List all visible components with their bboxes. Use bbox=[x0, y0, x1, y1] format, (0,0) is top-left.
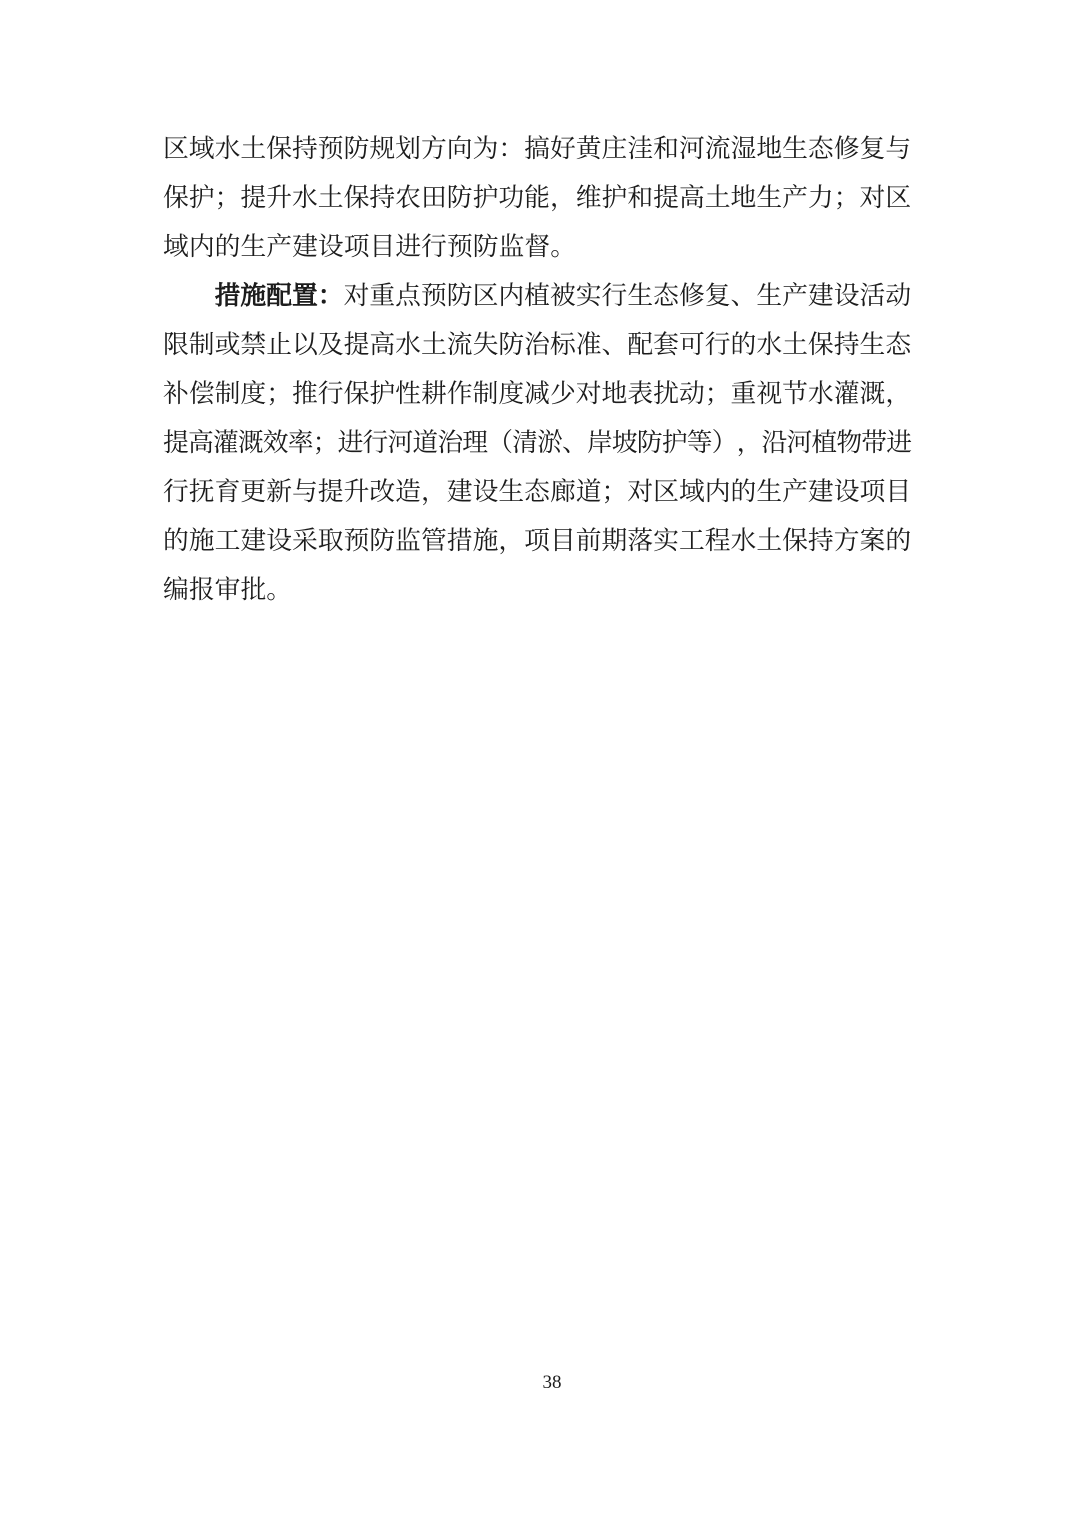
body-text bbox=[163, 122, 911, 612]
text-line: 保 护 ； 提 升 水 土 保 持 农 田 防 护 功 能 ， 维 护 和 提 高 土 地 生 产 力 ； 对 区 bbox=[163, 183, 912, 212]
text-line: 补 偿 制 度 ； 推 行 保 护 性 耕 作 制 度 减 少 对 地 表 扰 动 ； 重 视 节 水 灌 溉 ， bbox=[163, 379, 912, 408]
page-number: 38 bbox=[542, 1372, 562, 1393]
text-line: 行 抚 育 更 新 与 提 升 改 造 ， 建 设 生 态 廊 道 ； 对 区 域 内 的 生 产 建 设 项 目 bbox=[163, 477, 912, 506]
text-line: 编 报 审 批 。 bbox=[163, 575, 293, 604]
text-line: 的 施 工 建 设 采 取 预 防 监 管 措 施 ， 项 目 前 期 落 实 工 程 水 土 保 持 方 案 的 bbox=[163, 526, 912, 555]
text-line: 措 施 配 置 ： 对 重 点 预 防 区 内 植 被 实 行 生 态 修 复 、 生 产 建 设 活 动 bbox=[214, 281, 912, 310]
text-line: 提 高 灌 溉 效 率 ； 进 行 河 道 治 理 （ 清 淤 、 岸 坡 防 护 等 ） ， 沿 河 植 物 带 进 bbox=[163, 428, 912, 457]
text-line: 域 内 的 生 产 建 设 项 目 进 行 预 防 监 督 。 bbox=[163, 232, 576, 261]
text-line: 限 制 或 禁 止 以 及 提 高 水 土 流 失 防 治 标 准 、 配 套 可 行 的 水 土 保 持 生 态 bbox=[163, 330, 912, 359]
text-line: 区 域 水 土 保 持 预 防 规 划 方 向 为 ： 搞 好 黄 庄 洼 和 河 流 湿 地 生 态 修 复 与 bbox=[163, 134, 912, 163]
